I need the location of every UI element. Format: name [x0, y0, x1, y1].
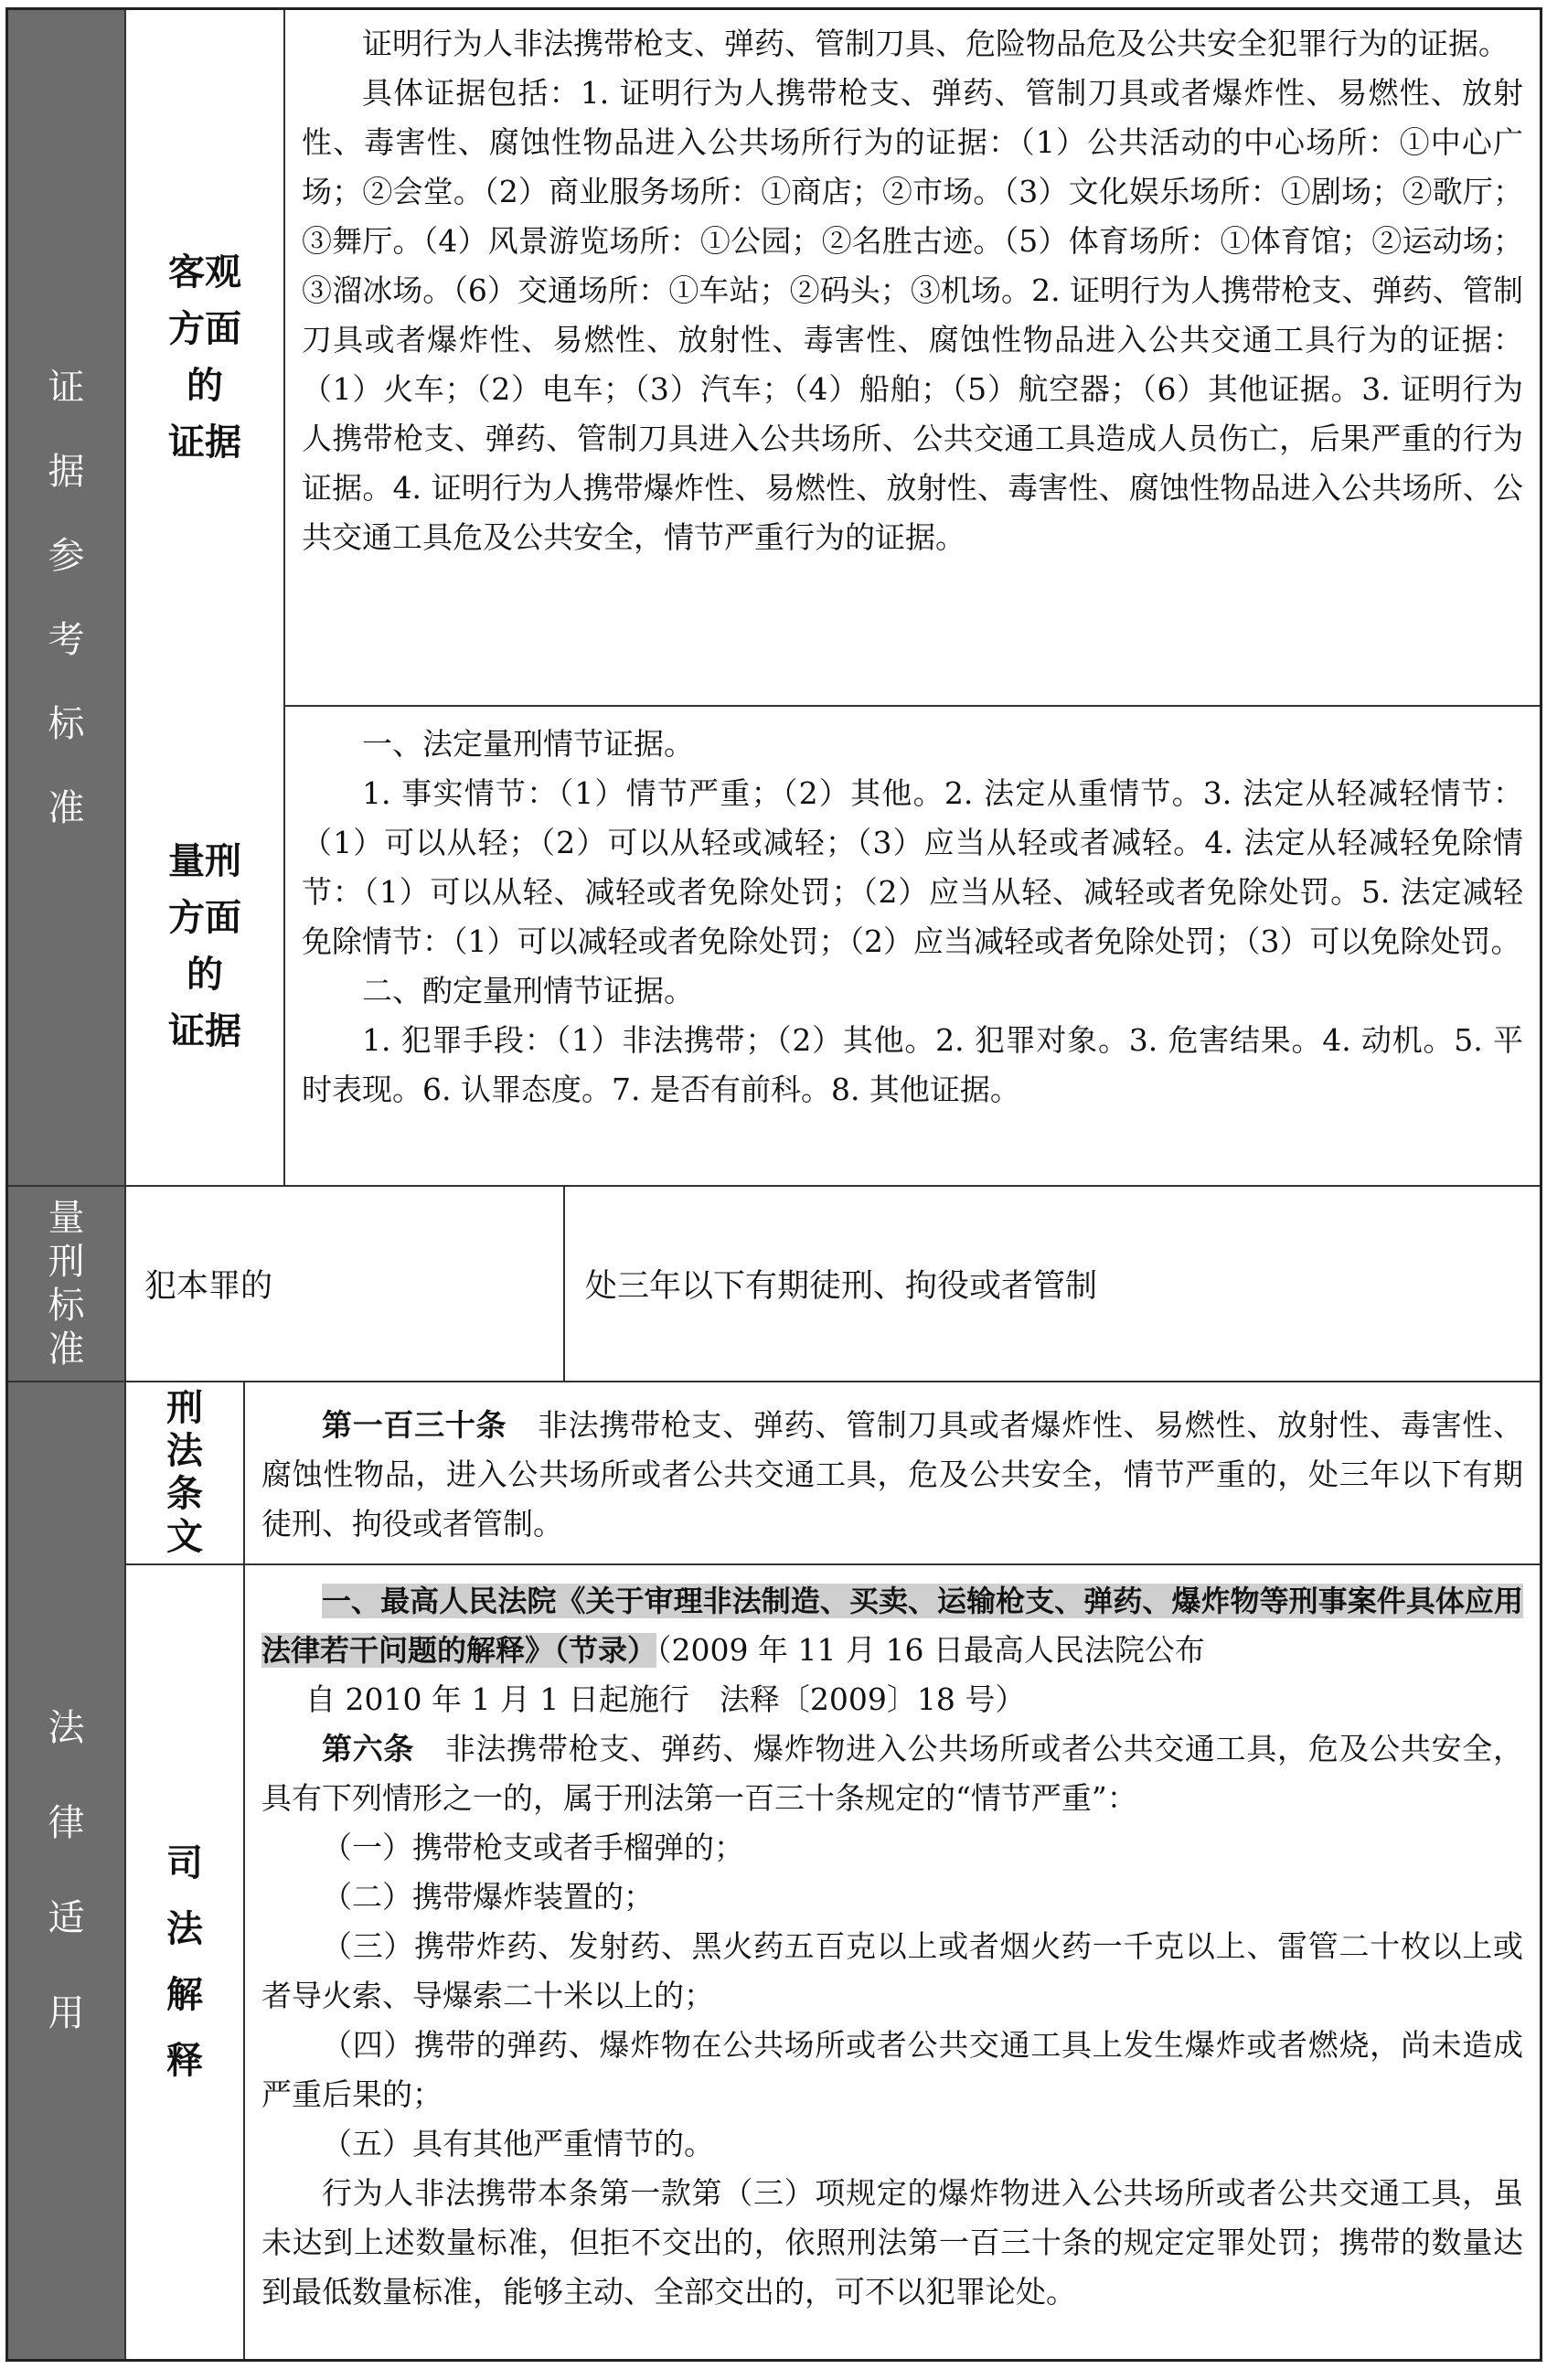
- criminal-law-label: [126, 1382, 243, 1563]
- penalty-standard-label: [8, 1187, 124, 1381]
- judicial-interpretation-label: [126, 1565, 243, 2359]
- objective-evidence-text: [285, 10, 1540, 705]
- label-line: 的: [187, 365, 223, 407]
- criminal-law-text: [245, 1382, 1540, 1563]
- grid-line: [124, 1563, 1540, 1565]
- label-char: 条: [166, 1473, 203, 1515]
- label-char: 用: [48, 1992, 85, 2034]
- paragraph: 一、法定量刑情节证据。: [362, 726, 694, 762]
- article-number: 第六条: [322, 1731, 415, 1766]
- article: [261, 1724, 1523, 1823]
- label-char: 据: [48, 450, 85, 493]
- label-char: 解: [166, 1974, 203, 2016]
- article-body: 非法携带枪支、弹药、管制刀具或者爆炸性、易燃性、放射性、毒害性、腐蚀性物品，进入公共场所或者公共交通工具，危及公共安全，情节严重的，处三年以下有期徒刑、拘役或者管制。: [261, 1407, 1524, 1542]
- source-line: （2009 年 11 月 16 日最高人民法院公布: [656, 1632, 1205, 1668]
- label-char: 证: [48, 366, 85, 409]
- paragraph: 二、酌定量刑情节证据。: [362, 973, 694, 1008]
- label-line: 证据: [168, 422, 241, 464]
- label-char: 标: [48, 702, 85, 745]
- grid-line: [8, 1185, 1540, 1187]
- heading-text: 一、最高人民法院《关于审理非法制造、买卖、运输枪支、弹药、爆炸物等刑事案件具体应用法律若干问题的解释》（节录）: [261, 1584, 1523, 1668]
- article: [261, 1401, 1523, 1549]
- label-char: 量: [48, 1197, 85, 1239]
- label-char: 刑: [48, 1241, 85, 1283]
- label-char: 法: [166, 1908, 203, 1950]
- label-line: 方面: [168, 896, 241, 939]
- label-line: 的: [187, 953, 223, 996]
- label-line: 量刑: [168, 839, 241, 882]
- label-char: 文: [166, 1516, 203, 1559]
- grid-line: [563, 1187, 565, 1381]
- article-body: 非法携带枪支、弹药、爆炸物进入公共场所或者公共交通工具，危及公共安全，具有下列情形之一的，属于刑法第一百三十条规定的“情节严重”：: [261, 1731, 1524, 1816]
- paragraph: 1. 事实情节：（1）情节严重；（2）其他。2. 法定从重情节。3. 法定从轻减轻情节：（1）可以从轻；（2）可以从轻或减轻；（3）应当从轻或者减轻。4. 法定从轻减轻免除情节：（1）可以从轻、减轻或者免除处罚；（2）应当从轻、减轻或者免除处罚。5. 法定减轻免除情节：（1）可以减轻或者免除处罚；（2）应当减轻或者免除处罚；（3）可以免除处罚。: [302, 775, 1523, 959]
- evidence-standard-label: [8, 10, 124, 1185]
- paragraph: 证明行为人非法携带枪支、弹药、管制刀具、危险物品危及公共安全犯罪行为的证据。: [362, 26, 1509, 61]
- grid-line: [8, 1381, 1540, 1382]
- label-char: 司: [166, 1842, 203, 1884]
- list-item: （四）携带的弹药、爆炸物在公共场所或者公共交通工具上发生爆炸或者燃烧，尚未造成严重后果的；: [261, 2027, 1523, 2112]
- list-item: （一）携带枪支或者手榴弹的；: [322, 1830, 744, 1865]
- objective-evidence-label: [126, 10, 283, 705]
- label-char: 准: [48, 786, 85, 829]
- label-char: 标: [48, 1285, 85, 1327]
- law-application-label: [8, 1382, 124, 2359]
- label-char: 参: [48, 534, 85, 577]
- penalty-condition: [126, 1187, 563, 1381]
- grid-line: [283, 10, 285, 1187]
- label-char: 法: [48, 1707, 85, 1749]
- label-char: 律: [48, 1802, 85, 1844]
- sentencing-evidence-text: [285, 707, 1540, 1185]
- label-char: 考: [48, 618, 85, 661]
- paragraph: 行为人非法携带本条第一款第（三）项规定的爆炸物进入公共场所或者公共交通工具，虽未达到上述数量标准，但拒不交出的，依照刑法第一百三十条的规定定罪处罚；携带的数量达到最低数量标准，能够主动、全部交出的，可不以犯罪论处。: [261, 2175, 1523, 2310]
- list-item: （五）具有其他严重情节的。: [322, 2126, 714, 2161]
- penalty-text: 处三年以下有期徒刑、拘役或者管制: [585, 1268, 1098, 1305]
- label-line: 方面: [168, 308, 241, 350]
- grid-line: [243, 1382, 245, 2359]
- label-char: 适: [48, 1897, 85, 1939]
- label-char: 刑: [166, 1386, 203, 1429]
- penalty-result: [565, 1187, 1540, 1381]
- label-line: 证据: [168, 1009, 241, 1052]
- list-item: （二）携带爆炸装置的；: [322, 1879, 654, 1915]
- label-line: 客观: [168, 251, 241, 293]
- label-char: 释: [166, 2040, 203, 2082]
- label-char: 法: [166, 1429, 203, 1472]
- paragraph: 1. 犯罪手段：（1）非法携带；（2）其他。2. 犯罪对象。3. 危害结果。4. 动机。5. 平时表现。6. 认罪态度。7. 是否有前科。8. 其他证据。: [302, 1022, 1523, 1107]
- condition-text: 犯本罪的: [144, 1268, 273, 1305]
- interpretation-heading: [261, 1576, 1523, 1675]
- grid-line: [283, 705, 1540, 707]
- article-number: 第一百三十条: [322, 1407, 507, 1443]
- label-char: 准: [48, 1329, 85, 1371]
- source-line: 自 2010 年 1 月 1 日起施行 法释〔2009〕18 号）: [305, 1681, 1026, 1717]
- paragraph: 具体证据包括：1. 证明行为人携带枪支、弹药、管制刀具或者爆炸性、易燃性、放射性、毒害性、腐蚀性物品进入公共场所行为的证据：（1）公共活动的中心场所：①中心广场；②会堂。（2）商业服务场所：①商店；②市场。（3）文化娱乐场所：①剧场；②歌厅；③舞厅。（4）风景游览场所：①公园；②名胜古迹。（5）体育场所：①体育馆；②运动场；③溜冰场。（6）交通场所：①车站；②码头；③机场。2. 证明行为人携带枪支、弹药、管制刀具或者爆炸性、易燃性、放射性、毒害性、腐蚀性物品进入公共交通工具行为的证据：（1）火车；（2）电车；（3）汽车；（4）船舶；（5）航空器；（6）其他证据。3. 证明行为人携带枪支、弹药、管制刀具进入公共场所、公共交通工具造成人员伤亡，后果严重的行为证据。4. 证明行为人携带爆炸性、易燃性、放射性、毒害性、腐蚀性物品进入公共场所、公共交通工具危及公共安全，情节严重行为的证据。: [302, 75, 1523, 555]
- judicial-interpretation-text: [245, 1565, 1540, 2359]
- sentencing-evidence-label: [126, 707, 283, 1185]
- list-item: （三）携带炸药、发射药、黑火药五百克以上或者烟火药一千克以上、雷管二十枚以上或者导火索、导爆索二十米以上的；: [261, 1928, 1523, 2013]
